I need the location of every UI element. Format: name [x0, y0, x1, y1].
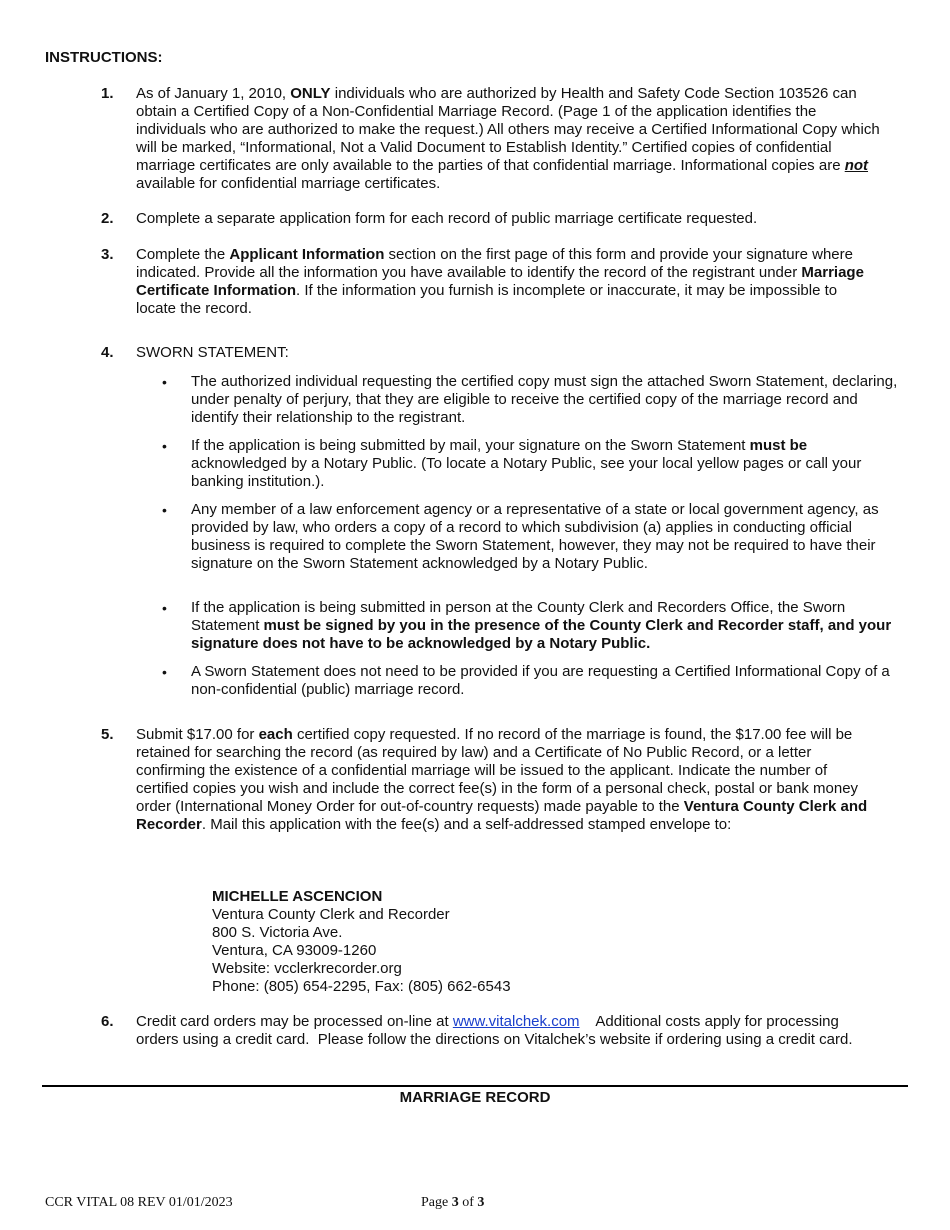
- item-text: Credit card orders may be processed on-line at www.vitalchek.com Additional costs apply for processing orders using a credit card. Please follow the directions on Vitalchek’s website if ordering using a credit card.: [136, 1013, 853, 1048]
- item-text: Complete a separate application form for each record of public marriage certificate requested.: [136, 210, 758, 227]
- bullet-text: Any member of a law enforcement agency or a representative of a state or local government agency, as provided by law, who orders a copy of a record to which subdivision (a) applies in conducting official business is required to complete the Sworn Statement, however, they may not be required to have their signature on the Sworn Statement acknowledged by a Notary Public.: [191, 501, 879, 572]
- item-text: Submit $17.00 for each certified copy requested. If no record of the marriage is found, the $17.00 fee will be retained for searching the record (as required by law) and a Certificate of No Public Record, or a letter confirming the existence of a confidential marriage will be issued to the applicant. Indicate the number of certified copies you wish and include the correct fee(s) in the form of a personal check, postal or bank money order (International Money Order for out-of-country requests) made payable to the Ventura County Clerk and Recorder. Mail this application with the fee(s) and a self-addressed stamped envelope to:: [136, 726, 868, 833]
- bullet-marker: •: [162, 374, 167, 390]
- address-line: 800 S. Victoria Ave.: [212, 924, 343, 941]
- item-number: 6.: [101, 1013, 114, 1030]
- instruction-item-3: [101, 246, 881, 318]
- instruction-item-6: [101, 1013, 881, 1049]
- section-divider: [42, 1085, 908, 1087]
- address-line: Ventura, CA 93009-1260: [212, 942, 377, 959]
- item-number: 2.: [101, 210, 114, 227]
- bullet-item: [160, 437, 905, 491]
- section-title: MARRIAGE RECORD: [399, 1089, 551, 1106]
- bullet-text: The authorized individual requesting the certified copy must sign the attached Sworn Statement, declaring, under penalty of perjury, that they are eligible to receive the certified copy of the marriage record and identify their relationship to the registrant.: [191, 373, 898, 426]
- sworn-statement-title: SWORN STATEMENT:: [136, 344, 289, 361]
- item-text: As of January 1, 2010, ONLY individuals who are authorized by Health and Safety Code Section 103526 can obtain a Certified Copy of a Non-Confidential Marriage Record. (Page 1 of the application identifies the individuals who are authorized to make the request.) All others may receive a Certified Informational Copy which will be marked, “Informational, Not a Valid Document to Establish Identity.” Certified copies of confidential marriage certificates are only available to the parties of that confidential marriage. Informational copies are not available for confidential marriage certificates.: [136, 85, 880, 192]
- item-number: 5.: [101, 726, 114, 743]
- bullet-text: A Sworn Statement does not need to be provided if you are requesting a Certified Informational Copy of a non-confidential (public) marriage record.: [191, 663, 890, 698]
- bullet-marker: •: [162, 600, 167, 616]
- address-name: MICHELLE ASCENCION: [212, 888, 383, 905]
- bullet-item: [160, 663, 905, 699]
- bullet-item: [160, 501, 905, 573]
- form-id: CCR VITAL 08 REV 01/01/2023: [45, 1195, 233, 1210]
- instruction-item-5: [101, 726, 881, 834]
- item-number: 1.: [101, 85, 114, 102]
- bullet-text: If the application is being submitted by mail, your signature on the Sworn Statement must be acknowledged by a Notary Public. (To locate a Notary Public, see your local yellow pages or call your banking institution.).: [191, 437, 862, 490]
- item-number: 4.: [101, 344, 114, 361]
- bullet-item: [160, 599, 905, 653]
- instructions-heading: INSTRUCTIONS:: [45, 49, 163, 66]
- mailing-address: [212, 888, 511, 996]
- bullet-marker: •: [162, 502, 167, 518]
- bullet-marker: •: [162, 664, 167, 680]
- bullet-marker: •: [162, 438, 167, 454]
- item-text: Complete the Applicant Information section on the first page of this form and provide your signature where indicated. Provide all the information you have available to identify the record of the registrant under Marriage Certificate Information. If the information you furnish is incomplete or inaccurate, it may be impossible to locate the record.: [136, 246, 864, 317]
- page-indicator: Page 3 of 3: [421, 1195, 485, 1210]
- instruction-item-2: [101, 210, 881, 228]
- instruction-item-1: [101, 85, 881, 193]
- address-website: Website: vcclerkrecorder.org: [212, 960, 402, 977]
- bullet-text: If the application is being submitted in person at the County Clerk and Recorders Office, the Sworn Statement must be signed by you in the presence of the County Clerk and Recorder staff, and your signature does not have to be acknowledged by a Notary Public.: [191, 599, 892, 652]
- bullet-item: [160, 373, 905, 427]
- vitalchek-link[interactable]: www.vitalchek.com: [452, 1013, 580, 1030]
- instruction-item-4: [101, 344, 881, 362]
- address-line: Ventura County Clerk and Recorder: [212, 906, 450, 923]
- address-phone: Phone: (805) 654-2295, Fax: (805) 662-6543: [212, 978, 511, 995]
- item-number: 3.: [101, 246, 114, 263]
